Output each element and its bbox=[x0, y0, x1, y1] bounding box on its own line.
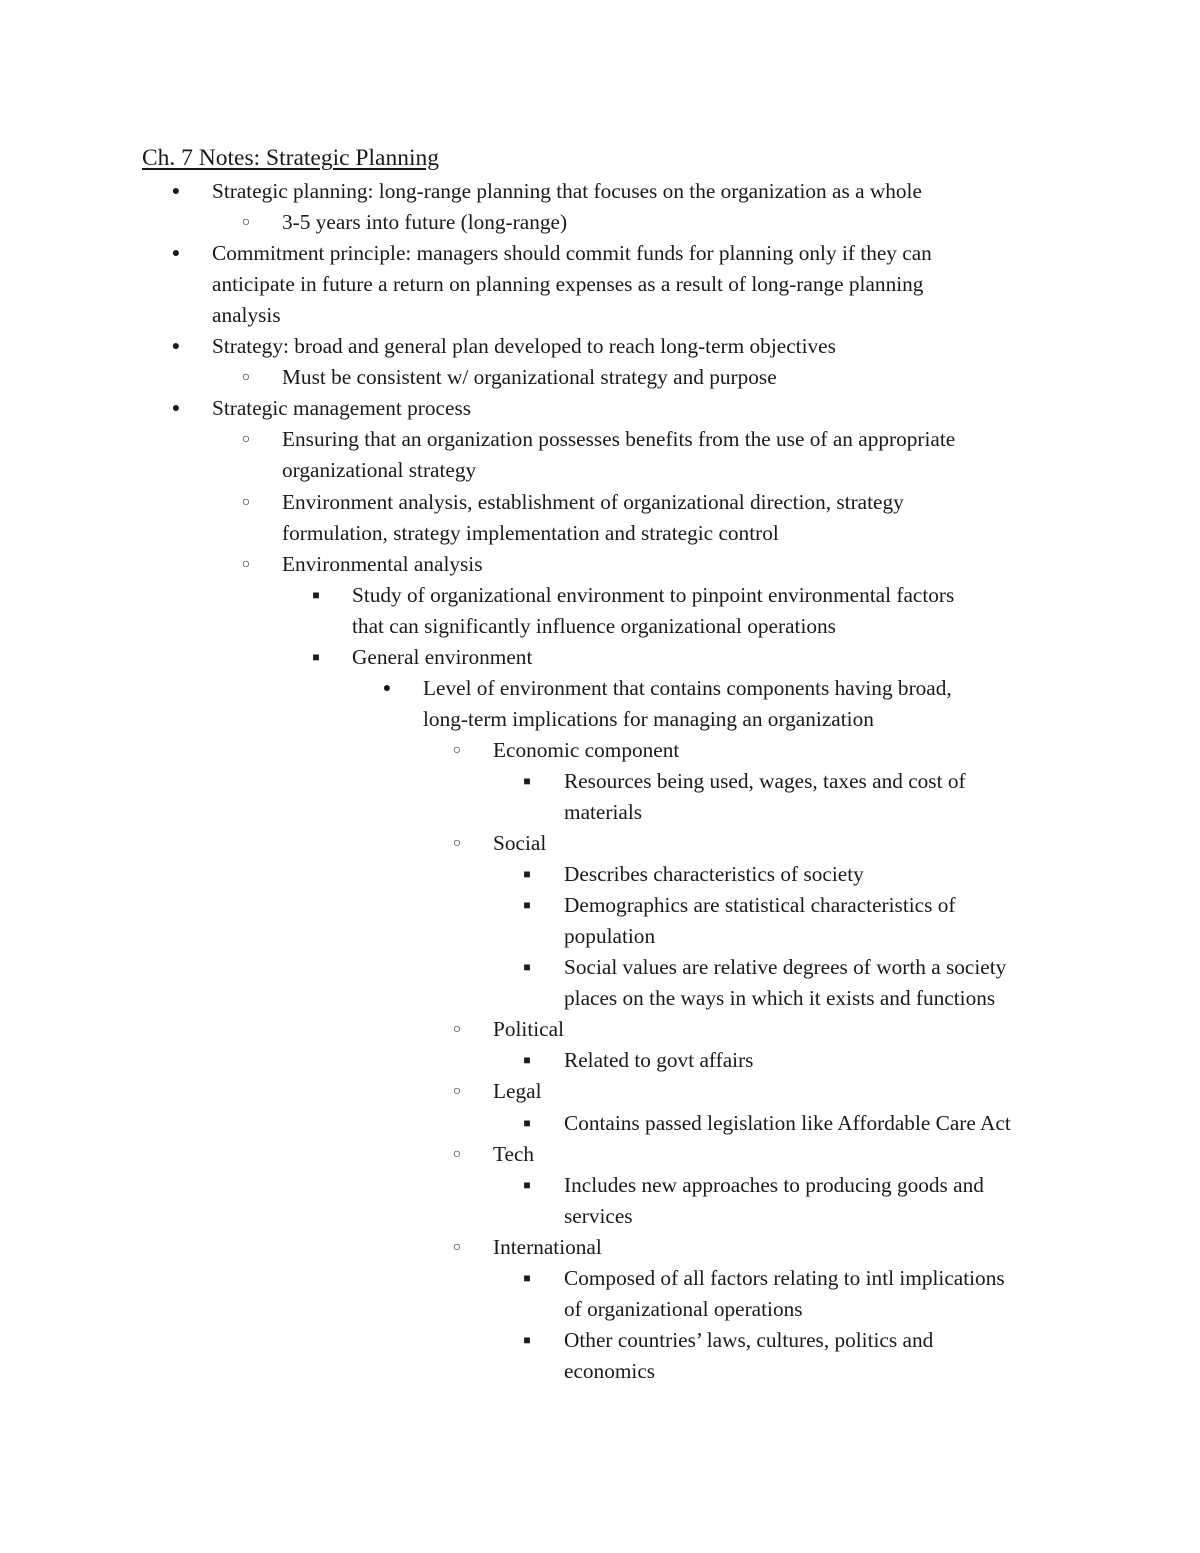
list-item-text: population bbox=[564, 924, 656, 949]
list-item-text: Strategic management process bbox=[212, 396, 472, 421]
list-item-text: Legal bbox=[493, 1079, 542, 1104]
list-item-text: of organizational operations bbox=[564, 1296, 803, 1321]
square-bullet-icon: ■ bbox=[523, 867, 531, 882]
list-item-text: Must be consistent w/ organizational strategy and purpose bbox=[282, 365, 777, 390]
circle-bullet-icon: ○ bbox=[241, 370, 251, 386]
list-item-text: Social bbox=[493, 831, 547, 856]
list-item-text: Social values are relative degrees of worth a society bbox=[564, 955, 1007, 980]
list-item-text: analysis bbox=[212, 303, 281, 328]
square-bullet-icon: ■ bbox=[523, 1177, 531, 1192]
list-item-text: Resources being used, wages, taxes and cost of bbox=[564, 768, 966, 793]
list-item-text: Strategic planning: long-range planning that focuses on the organization as a whole bbox=[212, 179, 922, 203]
square-bullet-icon: ■ bbox=[523, 960, 531, 975]
list-item-text: Study of organizational environment to pinpoint environmental factors bbox=[352, 582, 955, 607]
list-item-text: Includes new approaches to producing goods and bbox=[564, 1172, 984, 1197]
list-item-text: Demographics are statistical characteristics of bbox=[564, 893, 956, 918]
square-bullet-icon: ■ bbox=[312, 649, 320, 664]
list-item-text: that can significantly influence organizational operations bbox=[352, 613, 836, 638]
list-item-text: International bbox=[493, 1234, 602, 1259]
list-item-text: anticipate in future a return on planning expenses as a result of long-range planning bbox=[212, 272, 924, 297]
list-item-text: Contains passed legislation like Affordable Care Act bbox=[564, 1110, 1011, 1135]
disc-bullet-icon: ● bbox=[171, 339, 181, 355]
square-bullet-icon: ■ bbox=[523, 773, 531, 788]
list-item-text: formulation, strategy implementation and strategic control bbox=[282, 520, 779, 545]
list-item-text: Environment analysis, establishment of organizational direction, strategy bbox=[282, 489, 904, 514]
square-bullet-icon: ■ bbox=[523, 1115, 531, 1130]
list-item-text: Environmental analysis bbox=[282, 551, 483, 576]
list-item-text: economics bbox=[564, 1358, 656, 1383]
list-item-text: Economic component bbox=[493, 737, 680, 762]
square-bullet-icon: ■ bbox=[523, 1053, 531, 1068]
list-item-text: long-term implications for managing an organization bbox=[423, 706, 874, 731]
square-bullet-icon: ■ bbox=[523, 898, 531, 913]
list-item-text: Commitment principle: managers should commit funds for planning only if they can bbox=[212, 241, 932, 266]
list-item-text: General environment bbox=[352, 644, 533, 669]
circle-bullet-icon: ○ bbox=[241, 432, 251, 448]
list-item-text: Level of environment that contains components having broad, bbox=[423, 675, 952, 700]
page-title: Ch. 7 Notes: Strategic Planning bbox=[142, 145, 439, 171]
list-item-text: Describes characteristics of society bbox=[564, 862, 864, 887]
list-item-text: Strategy: broad and general plan developed to reach long-term objectives bbox=[212, 334, 836, 359]
disc-bullet-icon: ● bbox=[171, 401, 181, 417]
disc-bullet-icon: ● bbox=[171, 246, 181, 262]
circle-bullet-icon: ○ bbox=[452, 742, 462, 758]
circle-bullet-icon: ○ bbox=[241, 215, 251, 231]
list-item-text: Related to govt affairs bbox=[564, 1048, 754, 1073]
circle-bullet-icon: ○ bbox=[452, 1022, 462, 1038]
list-item-text: organizational strategy bbox=[282, 458, 477, 483]
list-item-text: Other countries’ laws, cultures, politics and bbox=[564, 1327, 934, 1352]
list-item-text: places on the ways in which it exists and functions bbox=[564, 986, 996, 1011]
circle-bullet-icon: ○ bbox=[452, 1084, 462, 1100]
circle-bullet-icon: ○ bbox=[452, 1146, 462, 1162]
list-item-text: Composed of all factors relating to intl implications bbox=[564, 1265, 1005, 1290]
list-item-text: materials bbox=[564, 800, 643, 824]
disc-bullet-icon: ● bbox=[382, 680, 392, 696]
square-bullet-icon: ■ bbox=[523, 1270, 531, 1285]
circle-bullet-icon: ○ bbox=[452, 836, 462, 852]
circle-bullet-icon: ○ bbox=[241, 494, 251, 510]
list-item-text: services bbox=[564, 1203, 633, 1228]
square-bullet-icon: ■ bbox=[312, 587, 320, 602]
disc-bullet-icon: ● bbox=[171, 184, 181, 199]
circle-bullet-icon: ○ bbox=[241, 556, 251, 572]
circle-bullet-icon: ○ bbox=[452, 1239, 462, 1255]
square-bullet-icon: ■ bbox=[523, 1332, 531, 1347]
list-item-text: Tech bbox=[493, 1141, 535, 1166]
list-item-text: Ensuring that an organization possesses benefits from the use of an appropriate bbox=[282, 427, 956, 452]
list-item-text: Political bbox=[493, 1017, 564, 1042]
list-item-text: 3-5 years into future (long-range) bbox=[282, 210, 568, 235]
